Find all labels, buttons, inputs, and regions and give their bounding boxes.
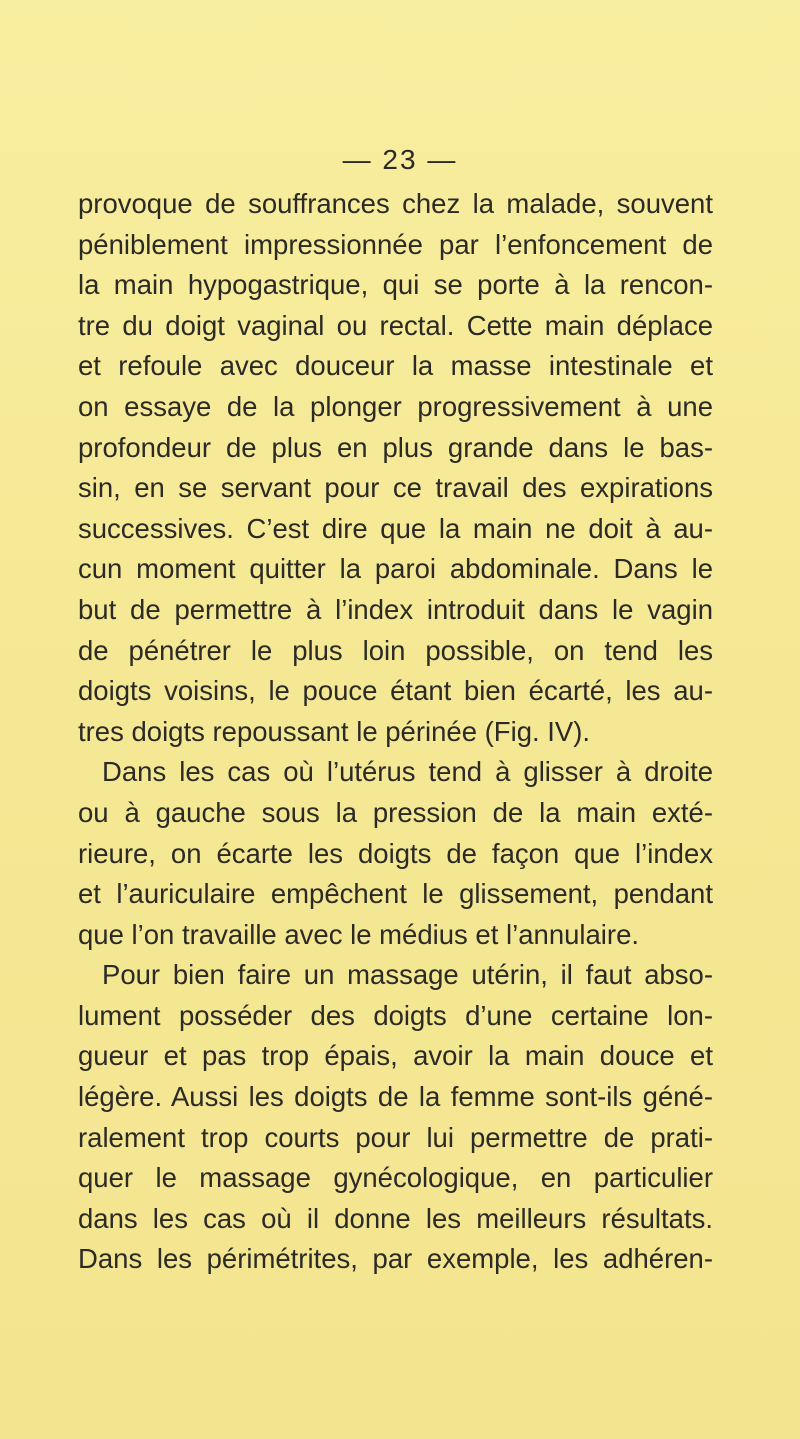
text-line: rieure, on écarte les doigts de façon que l’index — [78, 837, 713, 869]
text-line: la main hypogastrique, qui se porte à la rencon- — [78, 269, 713, 301]
text-line: gueur et pas trop épais, avoir la main douce et — [78, 1040, 713, 1072]
text-line: but de permettre à l’index introduit dans le vagin — [78, 593, 713, 625]
page-number: — 23 — — [342, 144, 458, 175]
text-line: et l’auriculaire empêchent le glissement, pendant — [78, 878, 713, 910]
text-line: quer le massage gynécologique, en particulier — [78, 1162, 713, 1194]
text-line: ralement trop courts pour lui permettre de prati- — [78, 1121, 713, 1153]
text-line: ou à gauche sous la pression de la main exté- — [78, 796, 713, 828]
text-line: et refoule avec douceur la masse intestinale et — [78, 350, 713, 382]
text-line: Pour bien faire un massage utérin, il faut abso- — [102, 959, 713, 991]
body-text — [78, 184, 713, 1280]
text-line: provoque de souffrances chez la malade, souvent — [78, 188, 713, 219]
text-line: cun moment quitter la paroi abdominale. Dans le — [78, 553, 713, 585]
text-line: profondeur de plus en plus grande dans le bas- — [78, 431, 713, 463]
text-line: doigts voisins, le pouce étant bien écarté, les au- — [78, 675, 713, 707]
text-line: légère. Aussi les doigts de la femme sont-ils géné- — [78, 1081, 713, 1113]
text-line: on essaye de la plonger progressivement à une — [78, 390, 713, 422]
text-line: lument posséder des doigts d’une certaine lon- — [78, 999, 713, 1031]
text-line: Dans les cas où l’utérus tend à glisser à droite — [102, 756, 713, 788]
text-line: péniblement impressionnée par l’enfoncement de — [78, 228, 713, 260]
text-line: dans les cas où il donne les meilleurs résultats. — [78, 1202, 713, 1234]
text-line: tre du doigt vaginal ou rectal. Cette main déplace — [78, 309, 713, 341]
text-line: de pénétrer le plus loin possible, on tend les — [78, 634, 713, 666]
text-line: sin, en se servant pour ce travail des expirations — [78, 472, 713, 504]
text-line: Dans les périmétrites, par exemple, les adhéren- — [78, 1243, 713, 1275]
text-line: que l’on travaille avec le médius et l’annulaire. — [78, 918, 640, 950]
text-line: successives. C’est dire que la main ne doit à au- — [78, 512, 713, 544]
text-line: tres doigts repoussant le périnée (Fig. IV). — [78, 715, 591, 747]
